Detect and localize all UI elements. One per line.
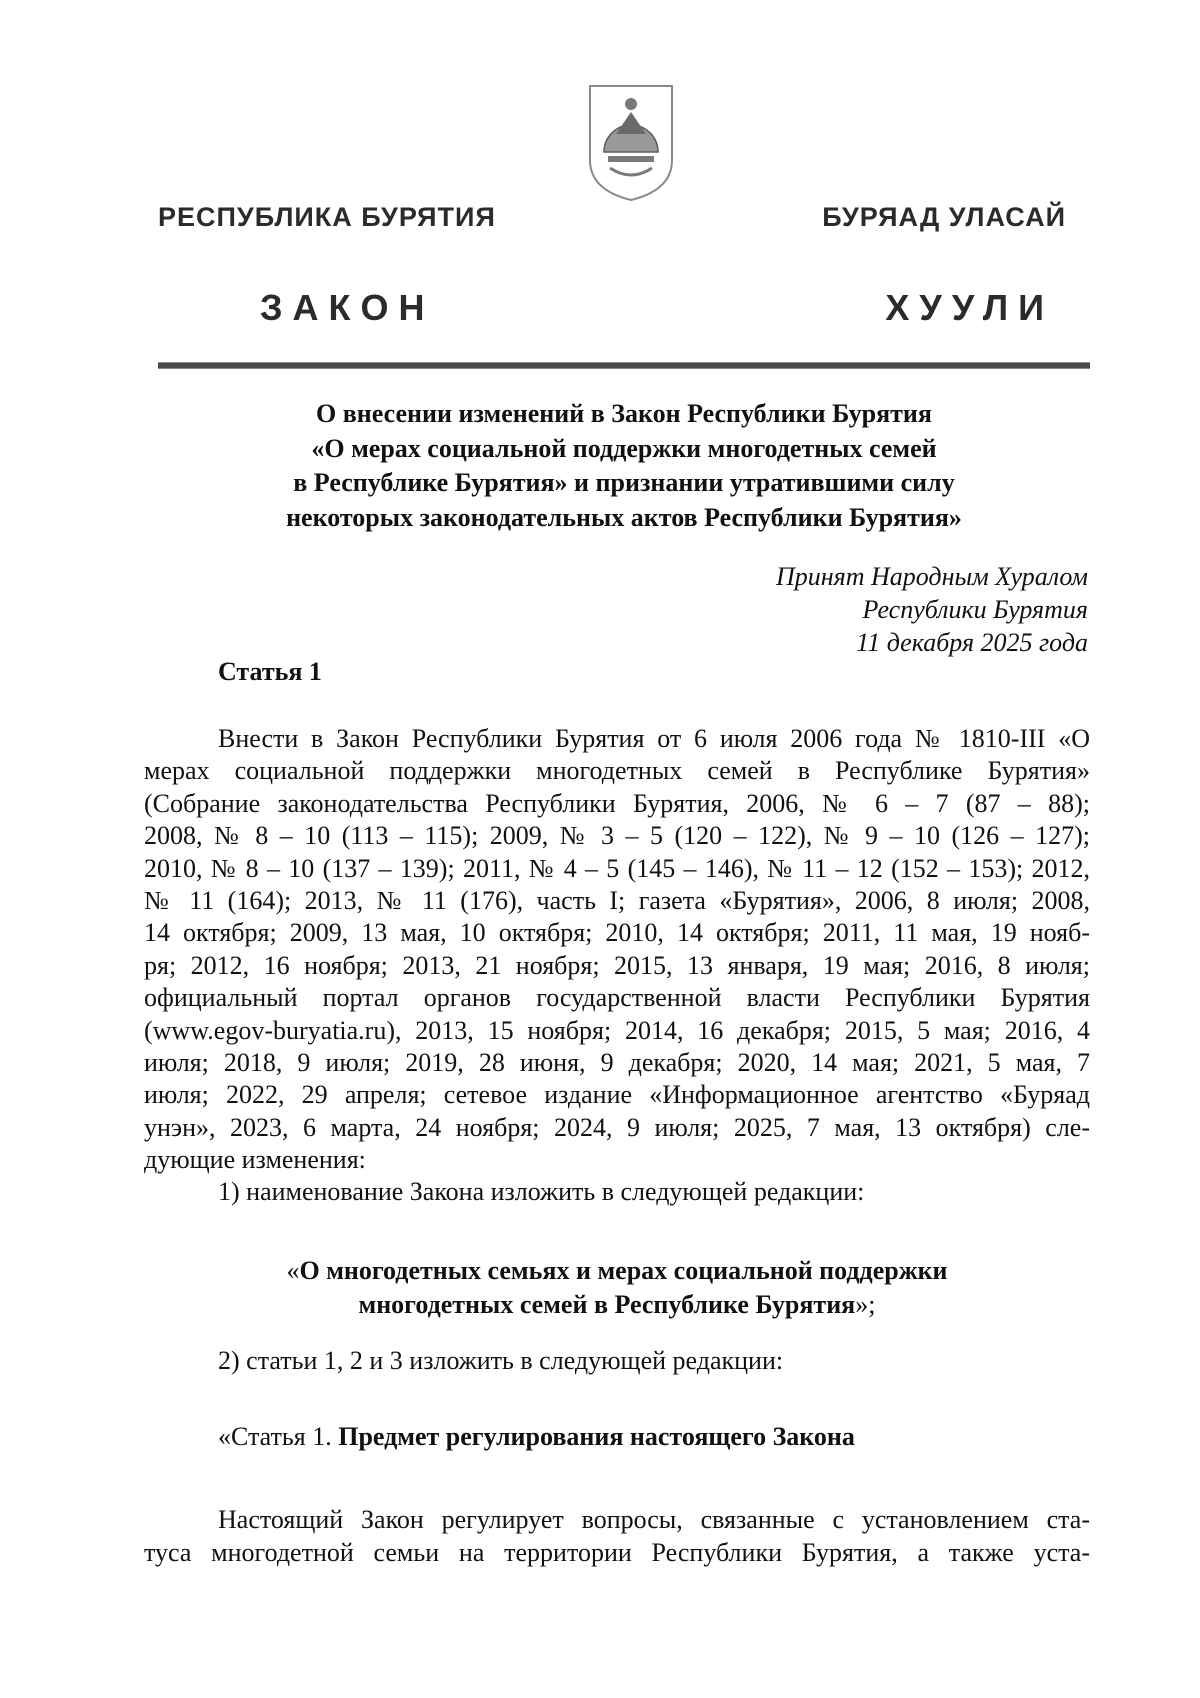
body-line: ря; 2012, 16 ноября; 2013, 21 ноября; 2015, 13 января, 19 мая; 2016, 8 июля; bbox=[144, 950, 1090, 980]
body-line: июля; 2018, 9 июля; 2019, 28 июня, 9 декабря; 2020, 14 мая; 2021, 5 мая, 7 bbox=[144, 1047, 1090, 1077]
body-line: 2008, № 8 – 10 (113 – 115); 2009, № 3 – 5 (120 – 122), № 9 – 10 (126 – 127); bbox=[144, 821, 1090, 851]
body-line: мерах социальной поддержки многодетных семей в Республике Бурятия» bbox=[144, 756, 1090, 786]
article-1-body bbox=[144, 1503, 1090, 1569]
list-item-2: 2) статьи 1, 2 и 3 изложить в следующей редакции: bbox=[218, 1346, 784, 1375]
body-line: 2010, № 8 – 10 (137 – 139); 2011, № 4 – 5 (145 – 146), № 11 – 12 (152 – 153); 2012, bbox=[144, 853, 1090, 883]
law-title-line: О внесении изменений в Закон Республики Бурятия bbox=[316, 399, 932, 428]
law-title-line: «О мерах социальной поддержки многодетных семей bbox=[311, 433, 937, 463]
new-law-name-line bbox=[144, 1254, 1090, 1288]
new-law-name bbox=[144, 1254, 1090, 1322]
body-line: Настоящий Закон регулирует вопросы, связанные с установлением ста- bbox=[218, 1505, 1090, 1534]
republic-name-buryat: БУРЯАД УЛАСАЙ bbox=[822, 202, 1066, 232]
list-item-1: 1) наименование Закона изложить в следующей редакции: bbox=[218, 1177, 865, 1207]
law-label-russian: ЗАКОН bbox=[260, 287, 435, 328]
article-body bbox=[144, 723, 1090, 1209]
adoption-note-line: 11 декабря 2025 года bbox=[856, 628, 1088, 657]
body-line: унэн», 2023, 6 марта, 24 ноября; 2024, 9 июля; 2025, 7 мая, 13 октября) сле- bbox=[144, 1112, 1090, 1142]
body-line: 14 октября; 2009, 13 мая, 10 октября; 2010, 14 октября; 2011, 11 мая, 19 нояб- bbox=[144, 918, 1090, 948]
law-label-buryat: ХУУЛИ bbox=[885, 287, 1054, 328]
body-line: июля; 2022, 29 апреля; сетевое издание «Информационное агентство «Буряад bbox=[144, 1080, 1090, 1110]
body-line: № 11 (164); 2013, № 11 (176), часть I; газета «Бурятия», 2006, 8 июля; 2008, bbox=[144, 885, 1090, 915]
adoption-note-line: Принят Народным Хуралом bbox=[775, 562, 1088, 591]
new-law-name-text: О многодетных семьях и мерах социальной поддержки bbox=[299, 1256, 948, 1285]
adoption-note bbox=[776, 560, 1088, 659]
republic-name-russian: РЕСПУБЛИКА БУРЯТИЯ bbox=[158, 202, 496, 232]
header-divider bbox=[158, 362, 1090, 369]
law-title-line: некоторых законодательных актов Республики Бурятия» bbox=[286, 502, 962, 532]
body-line: (www.egov-buryatia.ru), 2013, 15 ноября; 2014, 16 декабря; 2015, 5 мая; 2016, 4 bbox=[144, 1015, 1090, 1045]
article-1-heading bbox=[218, 1422, 855, 1452]
law-title-line: в Республике Бурятия» и признании утратившими силу bbox=[293, 468, 955, 497]
body-line: официальный портал органов государственной власти Республики Бурятия bbox=[144, 983, 1090, 1013]
new-law-name-text: многодетных семей в Республике Бурятия bbox=[358, 1290, 856, 1319]
article-1-prefix: «Статья 1. bbox=[218, 1422, 339, 1451]
close-quote: »; bbox=[855, 1290, 876, 1319]
open-quote: « bbox=[286, 1256, 300, 1285]
new-law-name-line bbox=[144, 1288, 1090, 1322]
adoption-note-line: Республики Бурятия bbox=[862, 595, 1088, 624]
body-line: дующие изменения: bbox=[144, 1145, 366, 1175]
body-line: туса многодетной семьи на территории Республики Бурятия, а также уста- bbox=[144, 1538, 1090, 1567]
body-line: (Собрание законодательства Республики Бурятия, 2006, № 6 – 7 (87 – 88); bbox=[144, 788, 1090, 818]
article-1-title: Предмет регулирования настоящего Закона bbox=[338, 1422, 855, 1451]
article-heading: Статья 1 bbox=[218, 657, 322, 686]
coat-of-arms-emblem bbox=[586, 82, 676, 202]
law-title bbox=[158, 397, 1090, 535]
body-line: Внести в Закон Республики Бурятия от 6 июля 2006 года № 1810-III «О bbox=[218, 724, 1090, 753]
